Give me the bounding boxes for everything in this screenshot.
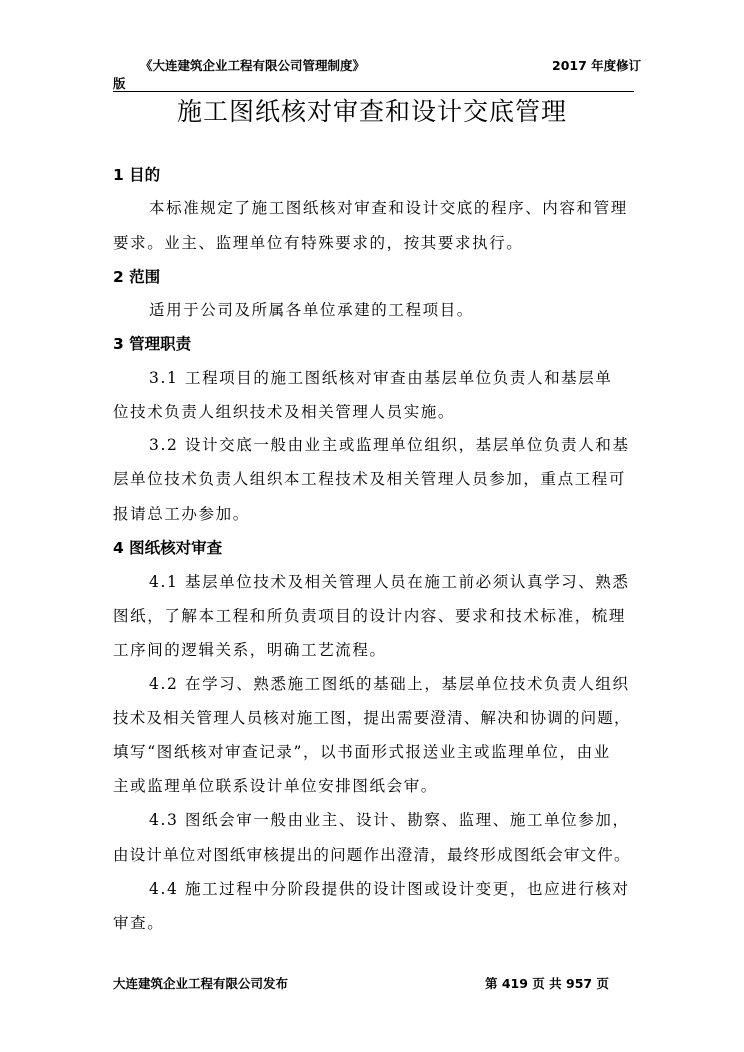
section-heading-responsibilities: 3 管理职责 <box>113 335 192 353</box>
paragraph-line: 4.3 图纸会审一般由业主、设计、勘察、监理、施工单位参加， <box>149 811 630 829</box>
paragraph-line: 层单位技术负责人组织本工程技术及相关管理人员参加，重点工程可 <box>113 470 627 488</box>
paragraph-line: 技术及相关管理人员核对施工图，提出需要澄清、解决和协调的问题， <box>113 709 631 727</box>
paragraph-line: 主或监理单位联系设计单位安排图纸会审。 <box>113 777 438 795</box>
paragraph-line: 位技术负责人组织技术及相关管理人员实施。 <box>113 403 456 421</box>
paragraph-line: 4.4 施工过程中分阶段提供的设计图或设计变更，也应进行核对 <box>149 880 630 898</box>
footer-page-info: 第 419 页 共 957 页 <box>485 976 609 991</box>
paragraph-line: 要求。业主、监理单位有特殊要求的，按其要求执行。 <box>113 234 524 252</box>
paragraph-line: 报请总工办参加。 <box>113 505 250 523</box>
paragraph-line: 填写“图纸核对审查记录”，以书面形式报送业主或监理单位，由业 <box>113 743 611 761</box>
header-revision: 2017 年度修订 <box>552 58 642 73</box>
paragraph-line: 审查。 <box>113 914 165 932</box>
paragraph-line: 图纸，了解本工程和所负责项目的设计内容、要求和技术标准，梳理 <box>113 607 627 625</box>
paragraph-line: 由设计单位对图纸审核提出的问题作出澄清，最终形成图纸会审文件。 <box>113 846 631 864</box>
paragraph-line: 适用于公司及所属各单位承建的工程项目。 <box>149 301 474 319</box>
paragraph-line: 本标准规定了施工图纸核对审查和设计交底的程序、内容和管理 <box>149 199 628 217</box>
paragraph-line: 4.2 在学习、熟悉施工图纸的基础上，基层单位技术负责人组织 <box>149 675 630 693</box>
header-revision-wrap: 版 <box>113 76 126 91</box>
header-org-title: 《大连建筑企业工程有限公司管理制度》 <box>140 58 366 73</box>
paragraph-line: 4.1 基层单位技术及相关管理人员在施工前必须认真学习、熟悉 <box>149 573 630 591</box>
footer-publisher: 大连建筑企业工程有限公司发布 <box>113 976 289 991</box>
section-heading-drawing-review: 4 图纸核对审查 <box>113 539 223 557</box>
paragraph-line: 3.1 工程项目的施工图纸核对审查由基层单位负责人和基层单 <box>149 369 613 387</box>
paragraph-line: 工序间的逻辑关系，明确工艺流程。 <box>113 641 387 659</box>
document-title: 施工图纸核对审查和设计交底管理 <box>176 97 567 126</box>
section-heading-purpose: 1 目的 <box>113 166 161 184</box>
paragraph-line: 3.2 设计交底一般由业主或监理单位组织，基层单位负责人和基 <box>149 436 630 454</box>
section-heading-scope: 2 范围 <box>113 268 161 286</box>
